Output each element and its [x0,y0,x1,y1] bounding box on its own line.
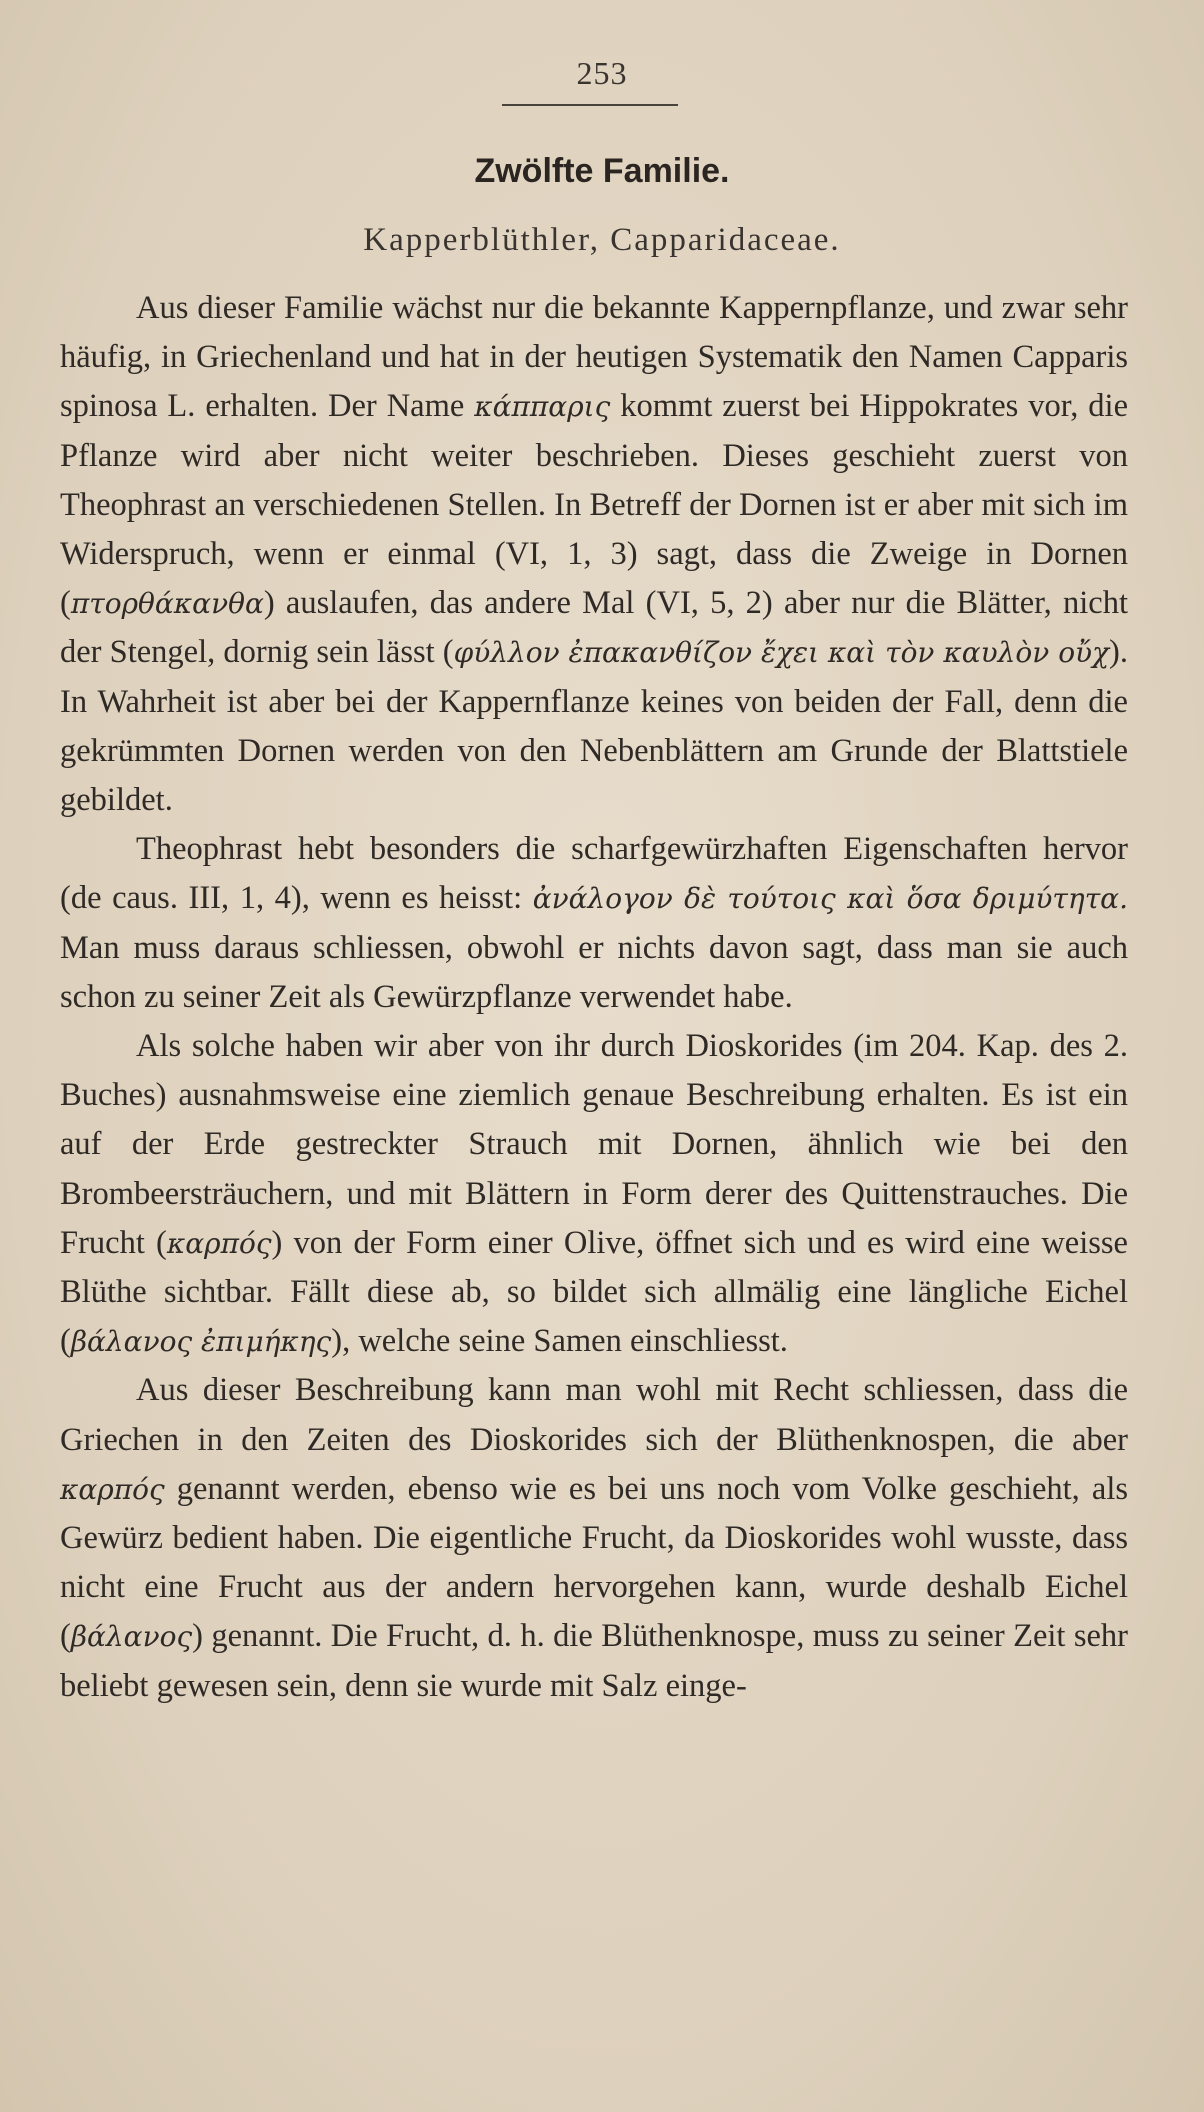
paragraph-1 [60,284,1128,825]
body-text [60,284,1128,1711]
text-segment: ) genannt. Die Frucht, d. h. die Blüthenknospe, muss zu seiner Zeit sehr beliebt gewesen sein, denn sie wurde mit Salz einge- [60,1618,1128,1704]
greek-term: κάππαρις [474,390,611,424]
greek-quote: ἀνάλογον δὲ τούτοις καὶ ὅσα δριμύτητα. [532,882,1128,916]
text-segment: ), welche seine Samen einschliesst. [331,1323,788,1360]
text-segment: Man muss daraus schliessen, obwohl er nichts davon sagt, dass man sie auch schon zu seiner Zeit als Gewürzpflanze verwendet habe. [60,929,1128,1015]
text-segment: genannt werden, ebenso wie es bei uns noch vom Volke geschieht, als Gewürz bedient haben. Die eigentliche Frucht, da Dioskorides wohl wusste, dass nicht eine Frucht aus der andern hervorgehen kann, wurde deshalb Eichel ( [60,1470,1128,1655]
text-segment: ). In Wahrheit ist aber bei der Kappernflanze keines von beiden der Fall, denn die gekrümmten Dornen werden von den Nebenblättern am Grunde der Blattstiele gebildet. [60,634,1128,819]
greek-term: καρπός [166,1226,272,1260]
text-segment: kommt zuerst bei Hippokrates vor, die Pflanze wird aber nicht weiter beschrieben. Dieses geschieht zuerst von Theophrast an verschiedenen Stellen. In Betreff der Dornen ist er aber mit sich im Widerspruch, wenn er einmal (VI, 1, 3) sagt, dass die Zweige in Dornen ( [60,388,1128,622]
text-segment: ) von der Form einer Olive, öffnet sich und es wird eine weisse Blüthe sichtbar. Fällt diese ab, so bildet sich allmälig eine längliche Eichel ( [60,1224,1128,1360]
greek-term: βάλανος [70,1620,193,1654]
greek-quote: φύλλον ἐπακανθίζον ἔχει καὶ τὸν καυλὸν οὔχ [453,636,1110,670]
greek-term: βάλανος ἐπιμήκης [70,1325,332,1359]
page-number: 253 [576,55,628,91]
text-segment: Als solche haben wir aber von ihr durch Dioskorides (im 204. Kap. des 2. Buches) ausnahmsweise eine ziemlich genaue Beschreibung erhalten. Es ist ein auf der Erde gestreckter Strauch mit Dornen, ähnlich wie bei den Brombeersträuchern, und mit Blättern in Form derer des Quittenstrauches. Die Frucht ( [60,1028,1128,1261]
text-segment: Theophrast hebt besonders die scharfgewürzhaften Eigenschaften hervor (de caus. III, 1, 4), wenn es heisst: [60,831,1128,917]
paragraph-4 [60,1366,1128,1710]
chapter-subtitle: Kapperblüthler, Capparidaceae. [363,222,841,258]
chapter-title: Zwölfte Familie. [474,152,730,190]
greek-term: καρπός [60,1472,165,1506]
greek-term: πτορθάκανθα [70,587,264,621]
text-segment: Aus dieser Familie wächst nur die bekannte Kappernpflanze, und zwar sehr häufig, in Griechenland und hat in der heutigen Systematik den Namen Capparis spinosa L. erhalten. Der Name [60,290,1128,425]
paragraph-2 [60,825,1128,1022]
text-segment: ) auslaufen, das andere Mal (VI, 5, 2) aber nur die Blätter, nicht der Stengel, dornig sein lässt ( [60,585,1128,671]
text-segment: Aus dieser Beschreibung kann man wohl mit Recht schliessen, dass die Griechen in den Zeiten des Dioskorides sich der Blüthenknospen, die aber [60,1372,1128,1458]
paragraph-3 [60,1022,1128,1366]
page-number-rule [502,104,678,106]
